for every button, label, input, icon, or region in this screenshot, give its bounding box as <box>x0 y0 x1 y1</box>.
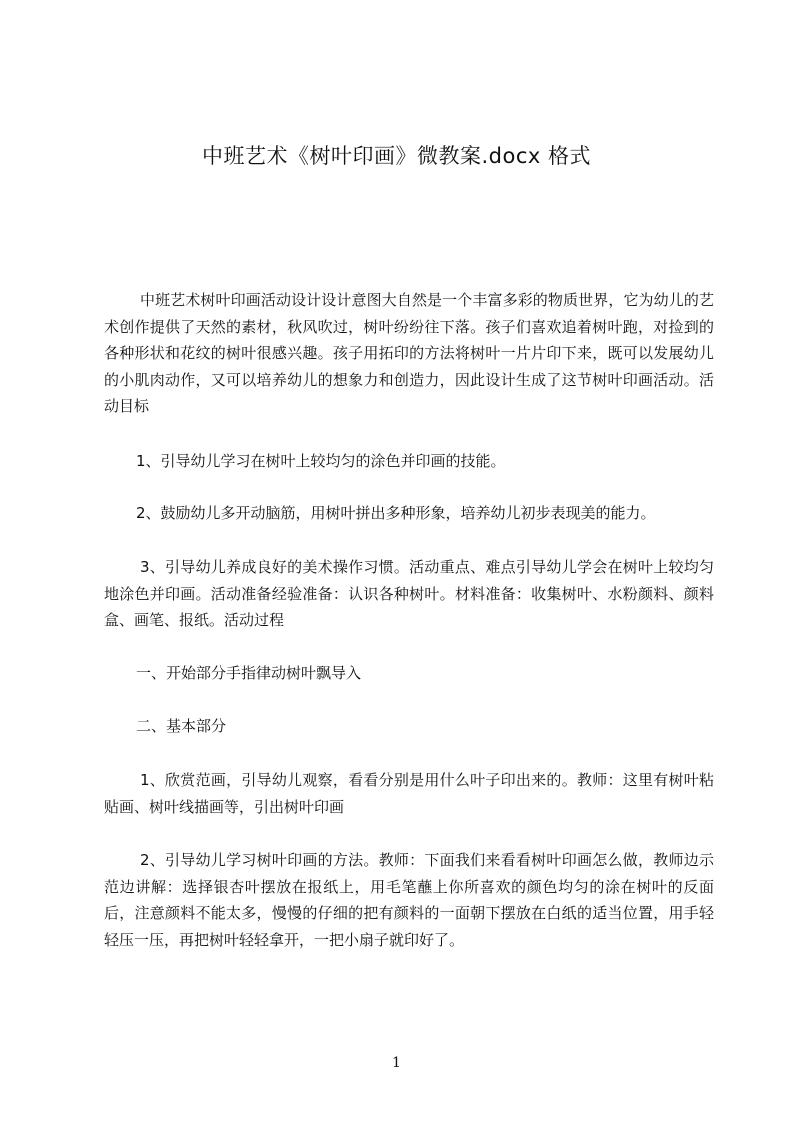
section-2-heading: 二、基本部分 <box>136 717 227 735</box>
intro-paragraph-block <box>104 287 714 420</box>
step-2-paragraph: 2、引导幼儿学习树叶印画的方法。教师：下面我们来看看树叶印画怎么做，教师边示范边讲解：选择银杏叶摆放在报纸上，用毛笔蘸上你所喜欢的颜色均匀的涂在树叶的反面后，注意颜料不能太多，慢慢的仔细的把有颜料的一面朝下摆放在白纸的适当位置，用手轻轻压一压，再把树叶轻轻拿开，一把小扇子就印好了。 <box>104 851 714 949</box>
intro-paragraph: 中班艺术树叶印画活动设计设计意图大自然是一个丰富多彩的物质世界，它为幼儿的艺术创作提供了天然的素材，秋风吹过，树叶纷纷往下落。孩子们喜欢追着树叶跑，对捡到的各种形状和花纹的树叶很感兴趣。孩子用拓印的方法将树叶一片片印下来，既可以发展幼儿的小肌肉动作，又可以培养幼儿的想象力和创造力，因此设计生成了这节树叶印画活动。活动目标 <box>104 291 714 415</box>
document-title: 中班艺术《树叶印画》微教案.docx 格式 <box>201 144 591 168</box>
step-1-paragraph: 1、欣赏范画，引导幼儿观察，看看分别是用什么叶子印出来的。教师：这里有树叶粘贴画、树叶线描画等，引出树叶印画 <box>104 771 714 816</box>
goal-2-paragraph: 2、鼓励幼儿多开动脑筋，用树叶拼出多种形象，培养幼儿初步表现美的能力。 <box>136 504 656 522</box>
step-1-block <box>104 767 714 820</box>
step-2-block <box>104 847 714 953</box>
goal-1-paragraph: 1、引导幼儿学习在树叶上较均匀的涂色并印画的技能。 <box>136 452 506 470</box>
section-2-block <box>104 713 714 740</box>
goal-2-block <box>104 500 714 527</box>
section-1-heading: 一、开始部分手指律动树叶飘导入 <box>136 664 362 682</box>
page-number: 1 <box>392 1055 401 1071</box>
goal-1-block <box>104 448 714 475</box>
section-1-block <box>104 660 714 687</box>
goal-3-block <box>104 554 714 634</box>
goal-3-paragraph: 3、引导幼儿养成良好的美术操作习惯。活动重点、难点引导幼儿学会在树叶上较均匀地涂色并印画。活动准备经验准备：认识各种树叶。材料准备：收集树叶、水粉颜料、颜料盒、画笔、报纸。活动过程 <box>104 558 714 629</box>
